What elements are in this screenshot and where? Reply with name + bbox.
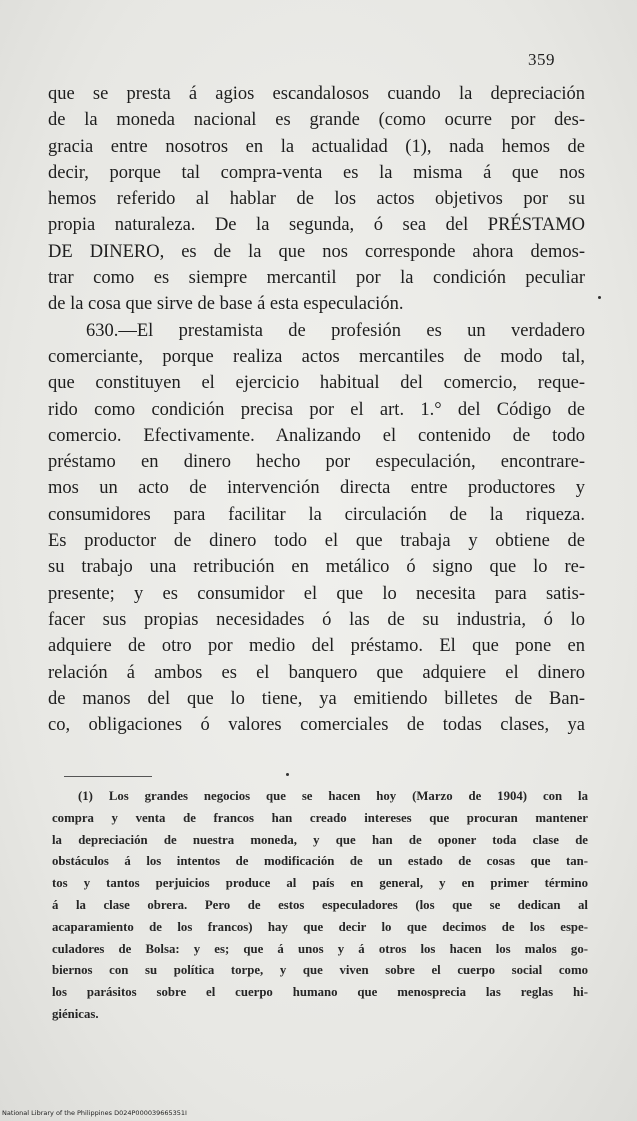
text-line: que se presta á agios escandalosos cuando la depreciación: [48, 84, 585, 104]
text-line: mos un acto de intervención directa entre productores y: [48, 478, 585, 499]
text-line: hemos referido al hablar de los actos objetivos por su: [48, 189, 585, 210]
footnote-line: biernos con su política torpe, y que viven sobre el cuerpo social como: [52, 963, 588, 978]
page-number: 359: [528, 50, 555, 69]
ink-speck: [286, 773, 289, 776]
footnote-line: á la clase obrera. Pero de estos especuladores (los que se dedican al: [52, 897, 588, 912]
footnote-line: acaparamiento de los francos) hay que decir lo que decimos de los espe-: [52, 919, 588, 934]
text-line: presente; y es consumidor el que lo necesita para satis-: [48, 583, 585, 604]
text-line: que constituyen el ejercicio habitual del comercio, reque-: [48, 373, 585, 394]
text-line: facer sus propias necesidades ó las de su industria, ó lo: [48, 609, 585, 630]
library-credit: National Library of the Philippines D024P000039665351I: [2, 1109, 187, 1117]
text-line: de la cosa que sirve de base á esta especulación.: [48, 294, 404, 315]
text-line: de la moneda nacional es grande (como ocurre por des-: [48, 110, 585, 131]
footnote: [52, 786, 588, 1026]
text-line: préstamo en dinero hecho por especulación, encontrare-: [48, 452, 585, 473]
footnote-divider: [64, 776, 152, 777]
footnote-line: obstáculos á los intentos de modificación de un estado de cosas que tan-: [52, 854, 588, 869]
footnote-line: (1) Los grandes negocios que se hacen hoy (Marzo de 1904) con la: [78, 789, 588, 803]
text-line: rido como condición precisa por el art. 1.° del Código de: [48, 399, 585, 420]
text-line: adquiere de otro por medio del préstamo. El que pone en: [48, 636, 585, 657]
footnote-line: tos y tantos perjuicios produce al país en general, y en primer término: [52, 876, 588, 891]
main-text: [48, 81, 585, 738]
footnote-line: la depreciación de nuestra moneda, y que han de oponer toda clase de: [52, 832, 588, 847]
text-line: de manos del que lo tiene, ya emitiendo billetes de Ban-: [48, 688, 585, 709]
text-line: Es productor de dinero todo el que trabaja y obtiene de: [48, 531, 585, 552]
text-line: decir, porque tal compra-venta es la misma á que nos: [48, 162, 585, 183]
footnote-line: giénicas.: [52, 1006, 99, 1021]
text-line: comerciante, porque realiza actos mercantiles de modo tal,: [48, 346, 585, 367]
text-line: comercio. Efectivamente. Analizando el contenido de todo: [48, 425, 585, 446]
text-line: su trabajo una retribución en metálico ó signo que lo re-: [48, 557, 585, 578]
text-line: relación á ambos es el banquero que adquiere el dinero: [48, 662, 585, 683]
text-line: propia naturaleza. De la segunda, ó sea del PRÉSTAMO: [48, 215, 585, 236]
text-line: consumidores para facilitar la circulación de la riqueza.: [48, 504, 585, 525]
paragraph-start-line: 630.—El prestamista de profesión es un verdadero: [86, 320, 585, 341]
footnote-line: compra y venta de francos han creado intereses que procuran mantener: [52, 810, 588, 825]
text-line: co, obligaciones ó valores comerciales de todas clases, ya: [48, 715, 585, 736]
text-line: gracia entre nosotros en la actualidad (1), nada hemos de: [48, 136, 585, 157]
text-line: trar como es siempre mercantil por la condición peculiar: [48, 268, 585, 289]
text-line: DE DINERO, es de la que nos corresponde ahora demos-: [48, 241, 585, 262]
ink-speck: [598, 296, 601, 299]
footnote-line: culadores de Bolsa: y es; que á unos y á otros los hacen los malos go-: [52, 941, 588, 956]
footnote-line: los parásitos sobre el cuerpo humano que menosprecia las reglas hi-: [52, 985, 588, 1000]
